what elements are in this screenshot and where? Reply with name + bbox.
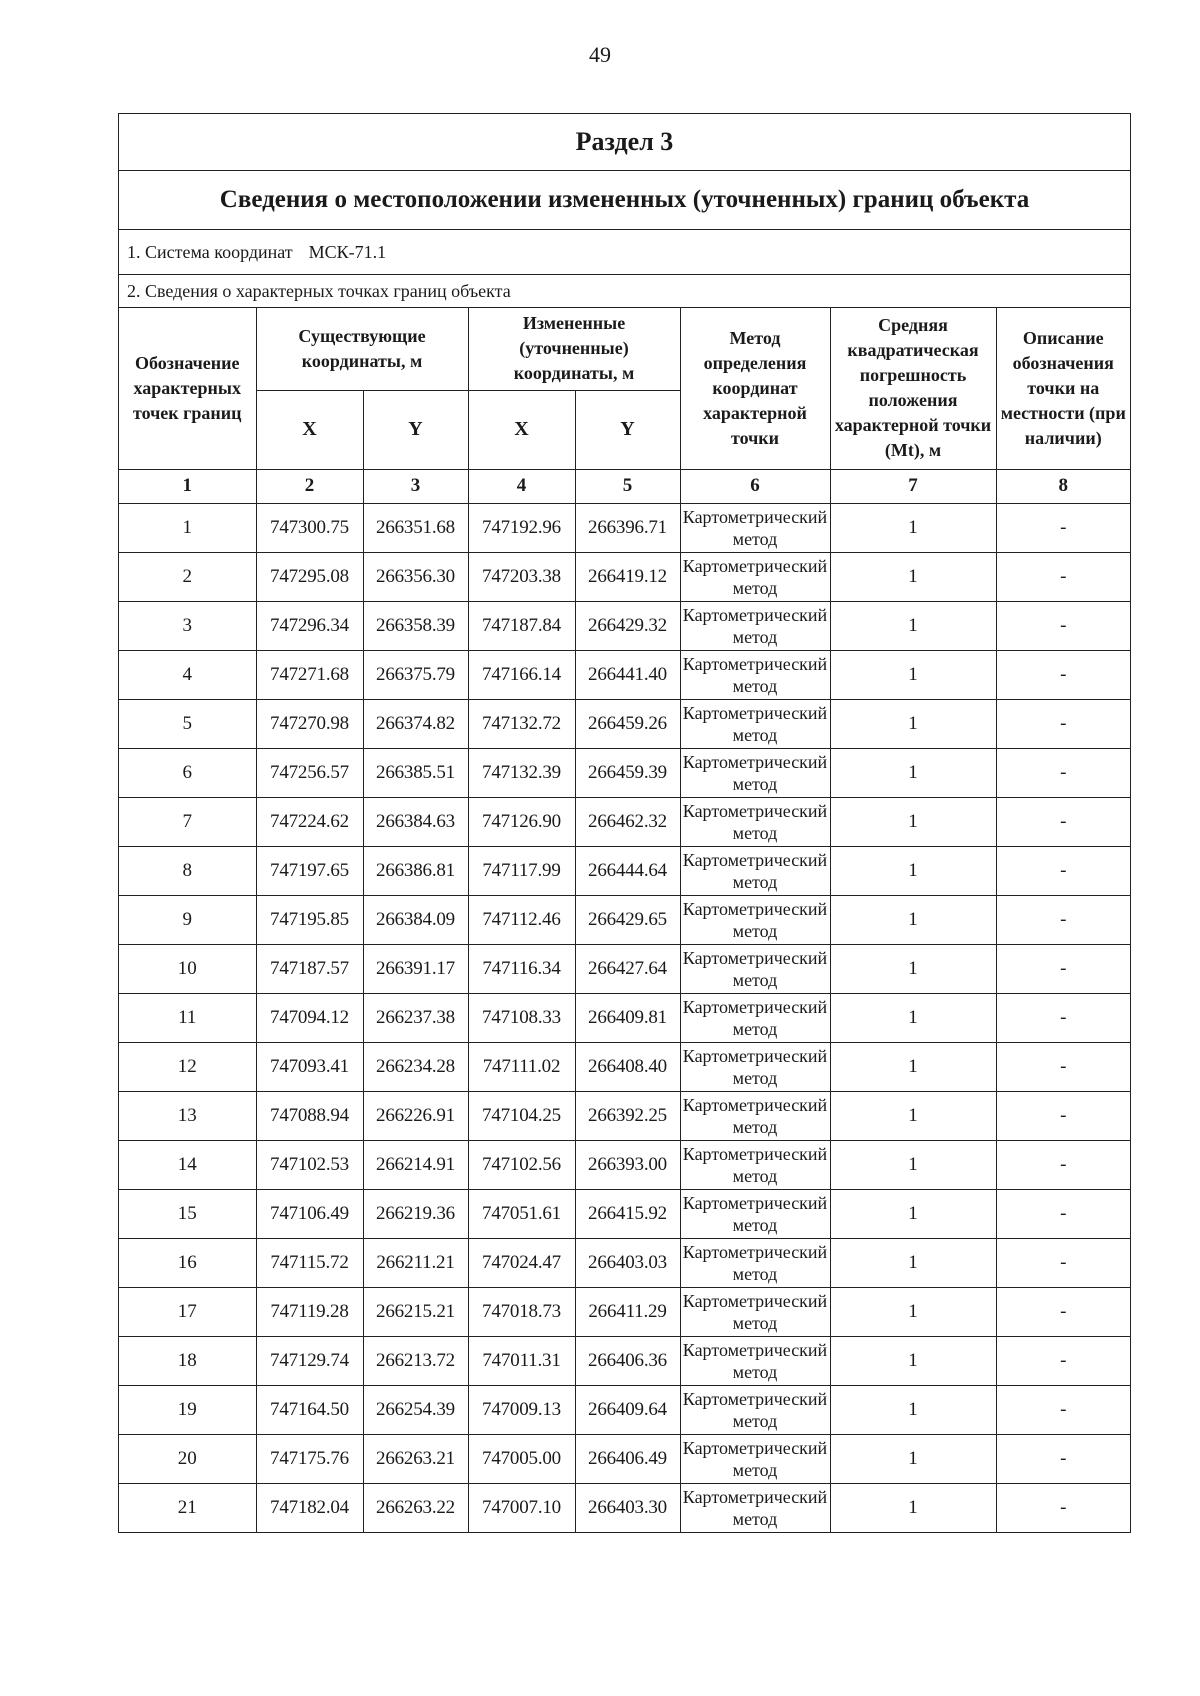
- header-description: Описание обозначения точки на местности (при наличии): [996, 308, 1130, 469]
- existing-y-cell: 266385.51: [363, 748, 468, 797]
- changed-x-cell: 747051.61: [468, 1189, 575, 1238]
- table-row: [119, 1287, 1130, 1336]
- changed-y-cell: 266415.92: [575, 1189, 680, 1238]
- point-number-cell: 15: [119, 1189, 256, 1238]
- changed-x-cell: 747126.90: [468, 797, 575, 846]
- point-number-cell: 2: [119, 552, 256, 601]
- mean-square-error-cell: 1: [830, 1189, 996, 1238]
- existing-x-cell: 747106.49: [256, 1189, 363, 1238]
- existing-x-cell: 747119.28: [256, 1287, 363, 1336]
- coordinate-system-value: МСК-71.1: [308, 241, 387, 262]
- existing-x-cell: 747102.53: [256, 1140, 363, 1189]
- point-description-cell: -: [996, 1483, 1130, 1532]
- existing-y-cell: 266213.72: [363, 1336, 468, 1385]
- changed-y-cell: 266403.03: [575, 1238, 680, 1287]
- point-description-cell: -: [996, 1238, 1130, 1287]
- changed-y-cell: 266427.64: [575, 944, 680, 993]
- header-changed-coordinates: Измененные (уточненные) координаты, м: [468, 308, 680, 390]
- changed-x-cell: 747108.33: [468, 993, 575, 1042]
- point-number-cell: 10: [119, 944, 256, 993]
- point-description-cell: -: [996, 503, 1130, 552]
- point-number-cell: 17: [119, 1287, 256, 1336]
- mean-square-error-cell: 1: [830, 1483, 996, 1532]
- table-row: [119, 1189, 1130, 1238]
- changed-x-cell: 747024.47: [468, 1238, 575, 1287]
- existing-x-cell: 747271.68: [256, 650, 363, 699]
- table-row: [119, 944, 1130, 993]
- point-description-cell: -: [996, 846, 1130, 895]
- changed-y-cell: 266408.40: [575, 1042, 680, 1091]
- header-existing-x: X: [256, 390, 363, 469]
- point-description-cell: -: [996, 944, 1130, 993]
- changed-y-cell: 266406.36: [575, 1336, 680, 1385]
- point-number-cell: 12: [119, 1042, 256, 1091]
- existing-y-cell: 266219.36: [363, 1189, 468, 1238]
- existing-y-cell: 266351.68: [363, 503, 468, 552]
- method-cell: Картометрический метод: [680, 699, 830, 748]
- changed-x-cell: 747104.25: [468, 1091, 575, 1140]
- point-description-cell: -: [996, 650, 1130, 699]
- changed-y-cell: 266406.49: [575, 1434, 680, 1483]
- mean-square-error-cell: 1: [830, 993, 996, 1042]
- existing-x-cell: 747195.85: [256, 895, 363, 944]
- existing-x-cell: 747256.57: [256, 748, 363, 797]
- point-number-cell: 5: [119, 699, 256, 748]
- changed-y-cell: 266411.29: [575, 1287, 680, 1336]
- method-cell: Картометрический метод: [680, 1189, 830, 1238]
- table-row: [119, 699, 1130, 748]
- column-index: 8: [996, 469, 1130, 503]
- method-cell: Картометрический метод: [680, 993, 830, 1042]
- changed-x-cell: 747102.56: [468, 1140, 575, 1189]
- points-info-label: 2. Сведения о характерных точках границ объекта: [119, 275, 1130, 308]
- point-description-cell: -: [996, 552, 1130, 601]
- changed-y-cell: 266396.71: [575, 503, 680, 552]
- changed-x-cell: 747187.84: [468, 601, 575, 650]
- existing-x-cell: 747164.50: [256, 1385, 363, 1434]
- mean-square-error-cell: 1: [830, 797, 996, 846]
- changed-x-cell: 747116.34: [468, 944, 575, 993]
- point-number-cell: 8: [119, 846, 256, 895]
- table-row: [119, 846, 1130, 895]
- header-method: Метод определения координат характерной точки: [680, 308, 830, 469]
- point-description-cell: -: [996, 601, 1130, 650]
- header-existing-coordinates: Существующие координаты, м: [256, 308, 468, 390]
- mean-square-error-cell: 1: [830, 1287, 996, 1336]
- existing-x-cell: 747295.08: [256, 552, 363, 601]
- section-frame: [118, 113, 1131, 1533]
- changed-y-cell: 266462.32: [575, 797, 680, 846]
- point-number-cell: 3: [119, 601, 256, 650]
- method-cell: Картометрический метод: [680, 895, 830, 944]
- header-changed-x: X: [468, 390, 575, 469]
- method-cell: Картометрический метод: [680, 1238, 830, 1287]
- existing-x-cell: 747270.98: [256, 699, 363, 748]
- column-index: 7: [830, 469, 996, 503]
- table-row: [119, 503, 1130, 552]
- method-cell: Картометрический метод: [680, 1042, 830, 1091]
- changed-y-cell: 266419.12: [575, 552, 680, 601]
- table-row: [119, 552, 1130, 601]
- changed-y-cell: 266444.64: [575, 846, 680, 895]
- point-number-cell: 13: [119, 1091, 256, 1140]
- existing-x-cell: 747094.12: [256, 993, 363, 1042]
- point-description-cell: -: [996, 1189, 1130, 1238]
- column-index: 2: [256, 469, 363, 503]
- mean-square-error-cell: 1: [830, 601, 996, 650]
- existing-y-cell: 266375.79: [363, 650, 468, 699]
- existing-x-cell: 747175.76: [256, 1434, 363, 1483]
- changed-x-cell: 747203.38: [468, 552, 575, 601]
- method-cell: Картометрический метод: [680, 797, 830, 846]
- point-description-cell: -: [996, 748, 1130, 797]
- table-row: [119, 748, 1130, 797]
- method-cell: Картометрический метод: [680, 1483, 830, 1532]
- point-number-cell: 18: [119, 1336, 256, 1385]
- mean-square-error-cell: 1: [830, 846, 996, 895]
- method-cell: Картометрический метод: [680, 1287, 830, 1336]
- existing-y-cell: 266234.28: [363, 1042, 468, 1091]
- table-row: [119, 650, 1130, 699]
- point-description-cell: -: [996, 1385, 1130, 1434]
- mean-square-error-cell: 1: [830, 1091, 996, 1140]
- point-description-cell: -: [996, 1287, 1130, 1336]
- point-number-cell: 6: [119, 748, 256, 797]
- point-number-cell: 20: [119, 1434, 256, 1483]
- changed-y-cell: 266392.25: [575, 1091, 680, 1140]
- changed-y-cell: 266429.65: [575, 895, 680, 944]
- existing-x-cell: 747187.57: [256, 944, 363, 993]
- point-description-cell: -: [996, 993, 1130, 1042]
- existing-x-cell: 747296.34: [256, 601, 363, 650]
- point-number-cell: 7: [119, 797, 256, 846]
- coordinate-system-row: [119, 230, 1130, 275]
- table-row: [119, 993, 1130, 1042]
- existing-y-cell: 266386.81: [363, 846, 468, 895]
- section-subtitle: Сведения о местоположении измененных (уточненных) границ объекта: [119, 171, 1130, 230]
- existing-y-cell: 266214.91: [363, 1140, 468, 1189]
- changed-y-cell: 266459.26: [575, 699, 680, 748]
- existing-y-cell: 266226.91: [363, 1091, 468, 1140]
- changed-x-cell: 747007.10: [468, 1483, 575, 1532]
- column-index: 3: [363, 469, 468, 503]
- changed-x-cell: 747005.00: [468, 1434, 575, 1483]
- existing-y-cell: 266358.39: [363, 601, 468, 650]
- column-index: 5: [575, 469, 680, 503]
- method-cell: Картометрический метод: [680, 846, 830, 895]
- existing-x-cell: 747129.74: [256, 1336, 363, 1385]
- page-number: 49: [589, 42, 611, 67]
- mean-square-error-cell: 1: [830, 503, 996, 552]
- table-row: [119, 1140, 1130, 1189]
- existing-x-cell: 747088.94: [256, 1091, 363, 1140]
- table-row: [119, 1483, 1130, 1532]
- changed-x-cell: 747132.39: [468, 748, 575, 797]
- method-cell: Картометрический метод: [680, 650, 830, 699]
- mean-square-error-cell: 1: [830, 1385, 996, 1434]
- table-row: [119, 1385, 1130, 1434]
- point-description-cell: -: [996, 1042, 1130, 1091]
- existing-y-cell: 266254.39: [363, 1385, 468, 1434]
- mean-square-error-cell: 1: [830, 1042, 996, 1091]
- existing-y-cell: 266384.09: [363, 895, 468, 944]
- existing-y-cell: 266384.63: [363, 797, 468, 846]
- existing-y-cell: 266215.21: [363, 1287, 468, 1336]
- changed-y-cell: 266393.00: [575, 1140, 680, 1189]
- existing-y-cell: 266263.22: [363, 1483, 468, 1532]
- boundary-points-table: [119, 308, 1130, 1532]
- point-description-cell: -: [996, 797, 1130, 846]
- existing-x-cell: 747093.41: [256, 1042, 363, 1091]
- table-row: [119, 1336, 1130, 1385]
- existing-y-cell: 266391.17: [363, 944, 468, 993]
- changed-x-cell: 747132.72: [468, 699, 575, 748]
- point-description-cell: -: [996, 1434, 1130, 1483]
- table-row: [119, 601, 1130, 650]
- table-row: [119, 1042, 1130, 1091]
- point-description-cell: -: [996, 1091, 1130, 1140]
- changed-x-cell: 747011.31: [468, 1336, 575, 1385]
- point-description-cell: -: [996, 1140, 1130, 1189]
- method-cell: Картометрический метод: [680, 1434, 830, 1483]
- point-number-cell: 4: [119, 650, 256, 699]
- method-cell: Картометрический метод: [680, 1140, 830, 1189]
- table-row: [119, 1434, 1130, 1483]
- mean-square-error-cell: 1: [830, 1238, 996, 1287]
- existing-x-cell: 747224.62: [256, 797, 363, 846]
- method-cell: Картометрический метод: [680, 503, 830, 552]
- changed-x-cell: 747166.14: [468, 650, 575, 699]
- changed-y-cell: 266409.81: [575, 993, 680, 1042]
- existing-y-cell: 266263.21: [363, 1434, 468, 1483]
- existing-y-cell: 266237.38: [363, 993, 468, 1042]
- table-row: [119, 797, 1130, 846]
- mean-square-error-cell: 1: [830, 944, 996, 993]
- changed-x-cell: 747018.73: [468, 1287, 575, 1336]
- header-changed-y: Y: [575, 390, 680, 469]
- point-number-cell: 9: [119, 895, 256, 944]
- changed-y-cell: 266429.32: [575, 601, 680, 650]
- table-row: [119, 1238, 1130, 1287]
- changed-y-cell: 266403.30: [575, 1483, 680, 1532]
- point-description-cell: -: [996, 699, 1130, 748]
- header-existing-y: Y: [363, 390, 468, 469]
- changed-x-cell: 747112.46: [468, 895, 575, 944]
- point-number-cell: 1: [119, 503, 256, 552]
- point-description-cell: -: [996, 895, 1130, 944]
- method-cell: Картометрический метод: [680, 1336, 830, 1385]
- mean-square-error-cell: 1: [830, 1336, 996, 1385]
- changed-x-cell: 747192.96: [468, 503, 575, 552]
- mean-square-error-cell: 1: [830, 552, 996, 601]
- column-index: 4: [468, 469, 575, 503]
- existing-y-cell: 266356.30: [363, 552, 468, 601]
- point-number-cell: 14: [119, 1140, 256, 1189]
- method-cell: Картометрический метод: [680, 944, 830, 993]
- existing-x-cell: 747115.72: [256, 1238, 363, 1287]
- existing-x-cell: 747300.75: [256, 503, 363, 552]
- method-cell: Картометрический метод: [680, 748, 830, 797]
- changed-y-cell: 266409.64: [575, 1385, 680, 1434]
- mean-square-error-cell: 1: [830, 748, 996, 797]
- section-title: Раздел 3: [119, 114, 1130, 171]
- mean-square-error-cell: 1: [830, 1434, 996, 1483]
- column-index: 1: [119, 469, 256, 503]
- mean-square-error-cell: 1: [830, 895, 996, 944]
- column-index-row: [119, 469, 1130, 503]
- coordinate-system-label: 1. Система координат: [127, 241, 293, 262]
- mean-square-error-cell: 1: [830, 650, 996, 699]
- mean-square-error-cell: 1: [830, 699, 996, 748]
- point-description-cell: -: [996, 1336, 1130, 1385]
- header-error: Средняя квадратическая погрешность положения характерной точки (Mt), м: [830, 308, 996, 469]
- point-number-cell: 21: [119, 1483, 256, 1532]
- method-cell: Картометрический метод: [680, 601, 830, 650]
- header-designation: Обозначение характерных точек границ: [119, 308, 256, 469]
- changed-x-cell: 747117.99: [468, 846, 575, 895]
- mean-square-error-cell: 1: [830, 1140, 996, 1189]
- point-number-cell: 16: [119, 1238, 256, 1287]
- changed-y-cell: 266459.39: [575, 748, 680, 797]
- changed-y-cell: 266441.40: [575, 650, 680, 699]
- point-number-cell: 19: [119, 1385, 256, 1434]
- existing-y-cell: 266211.21: [363, 1238, 468, 1287]
- existing-y-cell: 266374.82: [363, 699, 468, 748]
- table-row: [119, 895, 1130, 944]
- changed-x-cell: 747111.02: [468, 1042, 575, 1091]
- table-row: [119, 1091, 1130, 1140]
- existing-x-cell: 747197.65: [256, 846, 363, 895]
- column-index: 6: [680, 469, 830, 503]
- changed-x-cell: 747009.13: [468, 1385, 575, 1434]
- method-cell: Картометрический метод: [680, 1385, 830, 1434]
- existing-x-cell: 747182.04: [256, 1483, 363, 1532]
- method-cell: Картометрический метод: [680, 1091, 830, 1140]
- point-number-cell: 11: [119, 993, 256, 1042]
- method-cell: Картометрический метод: [680, 552, 830, 601]
